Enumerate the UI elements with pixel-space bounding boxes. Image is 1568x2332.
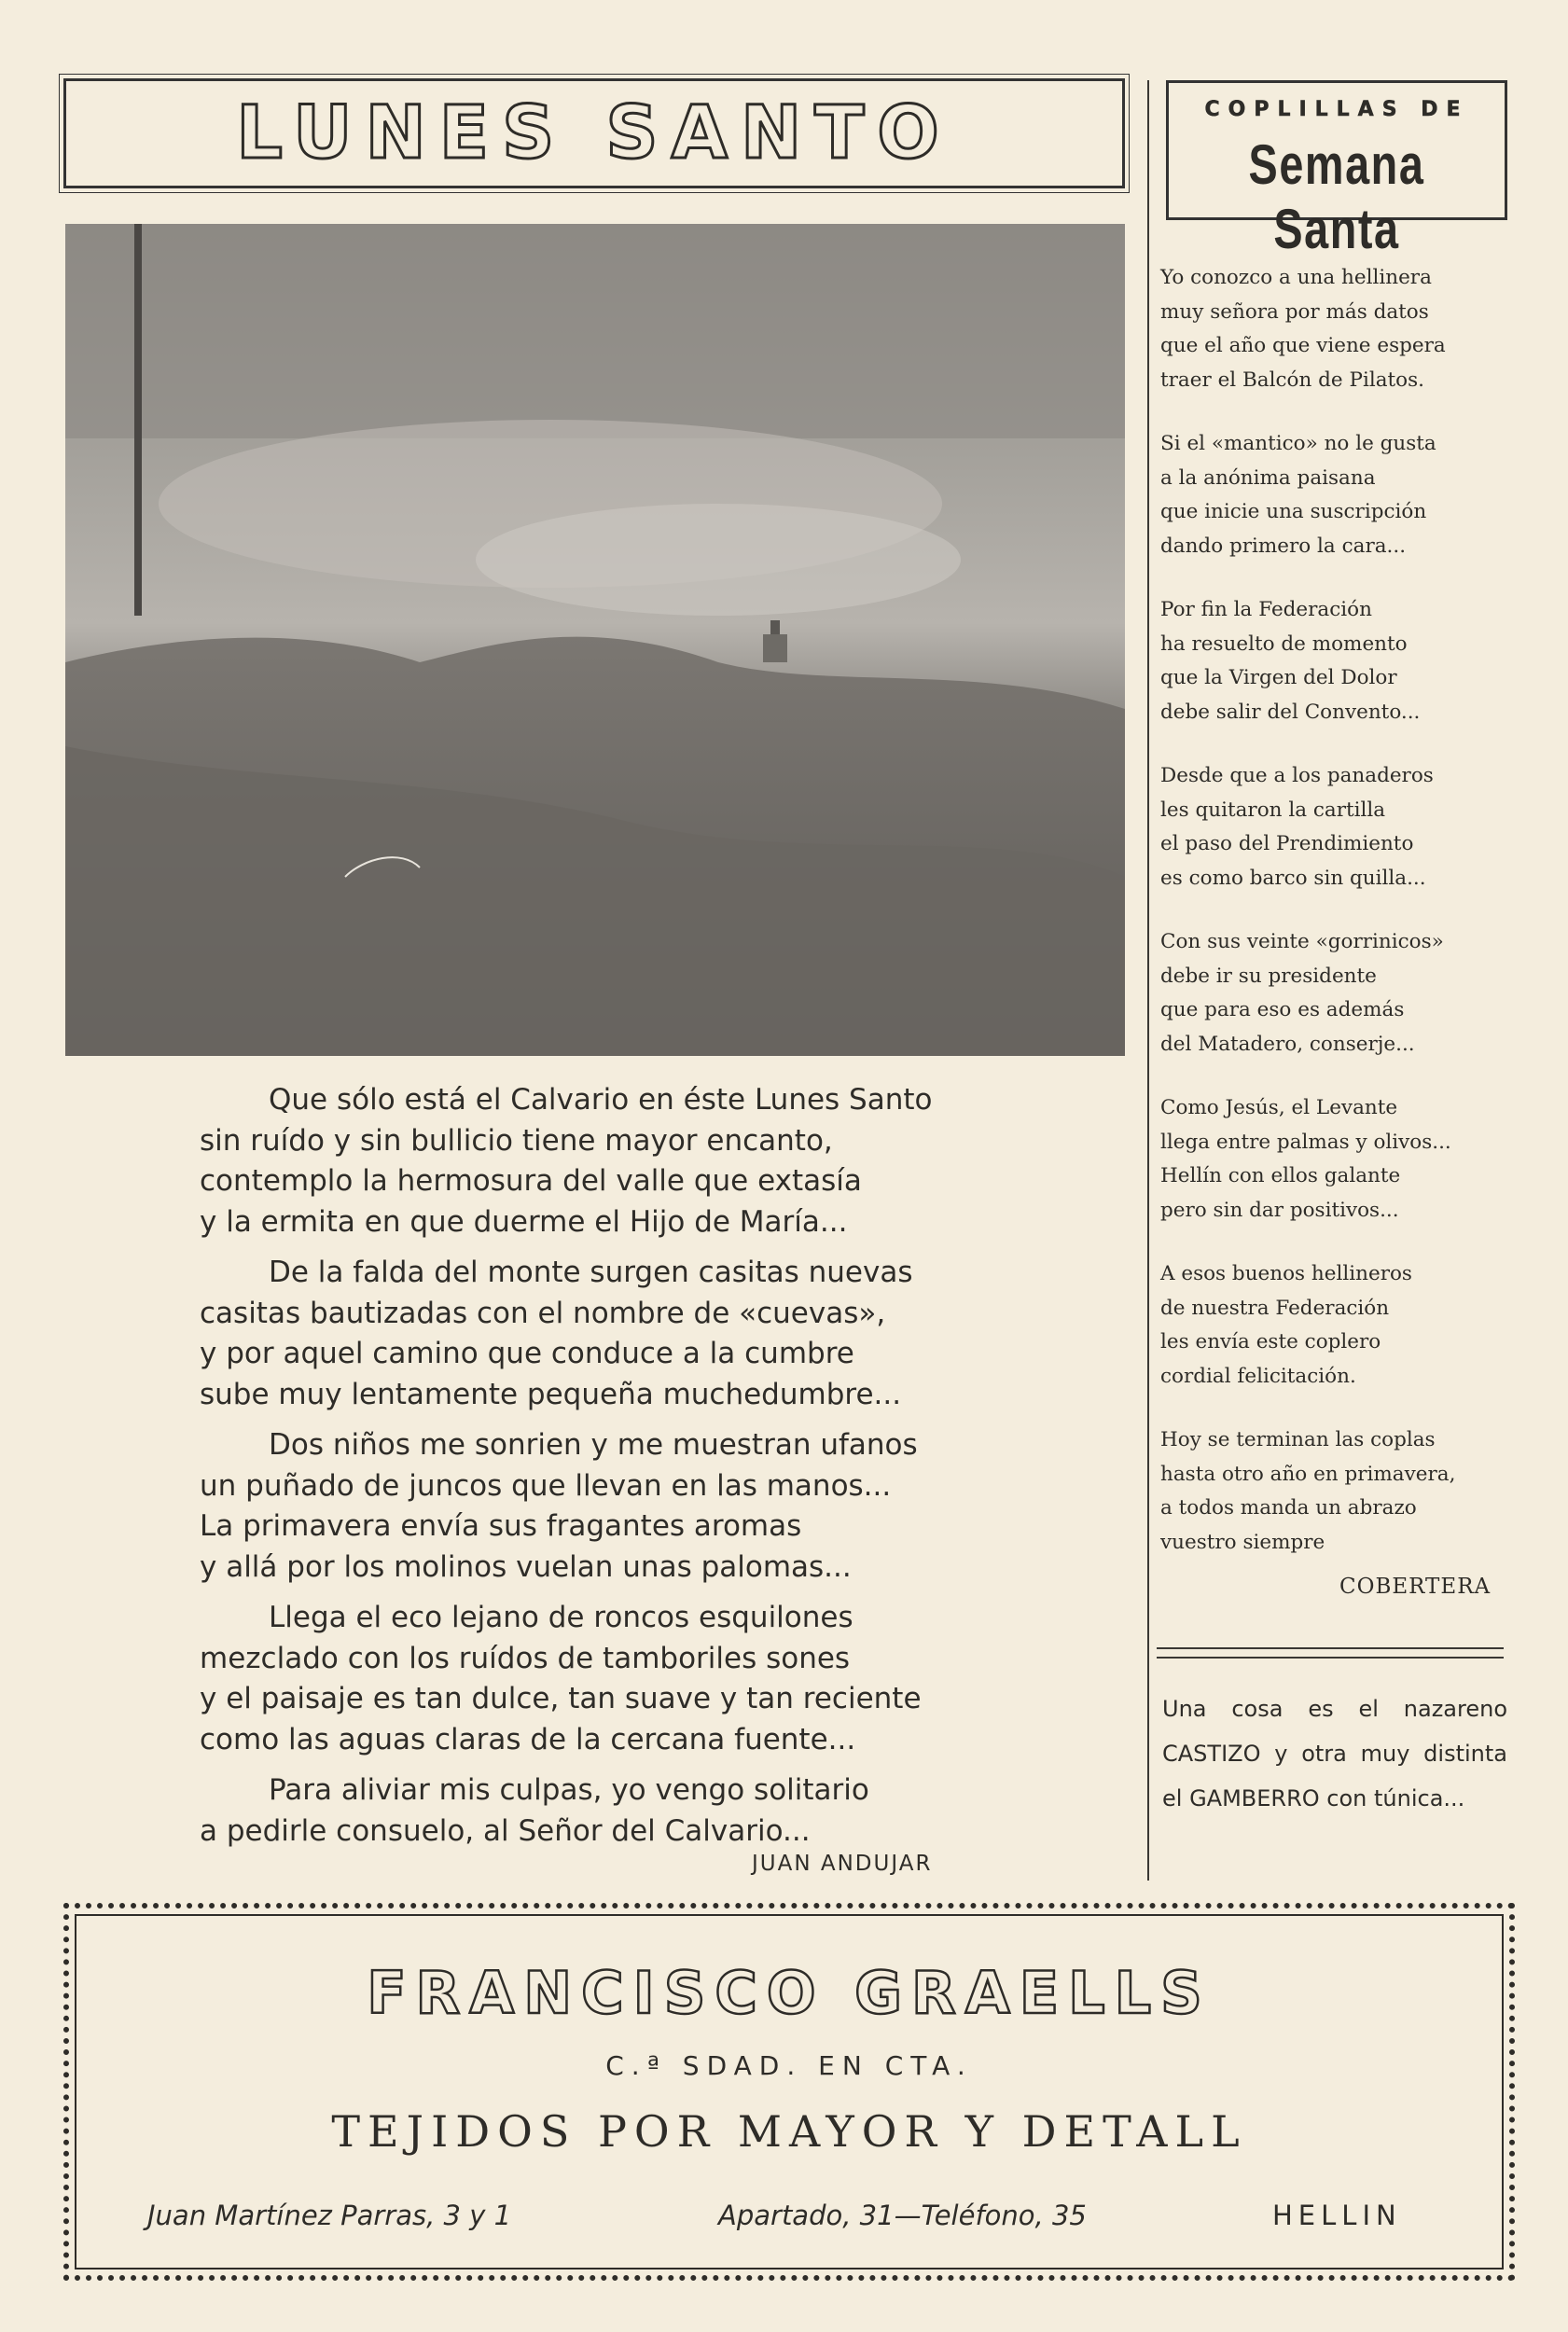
copla-line: vuestro siempre xyxy=(1160,1530,1325,1554)
copla-line: debe salir del Convento... xyxy=(1160,700,1421,724)
copla-line: cordial felicitación. xyxy=(1160,1364,1356,1388)
coplas-header xyxy=(1166,80,1507,260)
poem-stanza xyxy=(200,1598,1095,1760)
copla xyxy=(1160,925,1515,1062)
copla-line: les envía este coplero xyxy=(1160,1330,1381,1353)
copla xyxy=(1160,1091,1515,1228)
coplas-title: Semana Santa xyxy=(1248,133,1425,260)
copla xyxy=(1160,759,1515,895)
poem-author: JUAN ANDUJAR xyxy=(752,1852,933,1876)
copla-line: debe ir su presidente xyxy=(1160,964,1377,988)
poem-stanza xyxy=(200,1253,1095,1415)
poem-line: Llega el eco lejano de roncos esquilones xyxy=(269,1601,853,1634)
title-box xyxy=(63,78,1125,188)
coplas-column xyxy=(1160,261,1515,1589)
poem-line: y el paisaje es tan dulce, tan suave y tan reciente xyxy=(200,1682,922,1715)
poem-line: un puñado de juncos que llevan en las manos... xyxy=(200,1468,892,1503)
ad-company-name: FRANCISCO GRAELLS xyxy=(367,1959,1212,2027)
copla-line: que inicie una suscripción xyxy=(1160,500,1427,523)
landscape-photo xyxy=(65,224,1125,1056)
copla-line: traer el Balcón de Pilatos. xyxy=(1160,368,1424,392)
ad-city: HELLIN xyxy=(1272,2200,1402,2231)
divider xyxy=(1157,1657,1504,1659)
copla-line: Yo conozco a una hellinera xyxy=(1160,266,1432,289)
copla-line: ha resuelto de momento xyxy=(1160,632,1408,656)
copla-line: a la anónima paisana xyxy=(1160,465,1376,490)
copla-line: a todos manda un abrazo xyxy=(1160,1496,1417,1520)
advertisement xyxy=(63,1903,1515,2281)
coplas-author: COBERTERA xyxy=(1339,1575,1492,1599)
note-text: Una cosa es el nazareno CASTIZO y otra muy distinta el GAMBERRO con túnica... xyxy=(1162,1696,1507,1811)
poem-line: De la falda del monte surgen casitas nuevas xyxy=(269,1256,913,1289)
page-title: LUNES SANTO xyxy=(236,91,952,175)
poem-stanza xyxy=(200,1080,1095,1242)
poem-line: mezclado con los ruídos de tamboriles sones xyxy=(200,1641,851,1675)
copla-line: les quitaron la cartilla xyxy=(1160,798,1386,822)
poem-line: y la ermita en que duerme el Hijo de María... xyxy=(200,1204,848,1239)
poem-line: Para aliviar mis culpas, yo vengo solitario xyxy=(269,1773,869,1807)
copla-line: del Matadero, conserje... xyxy=(1160,1032,1415,1056)
copla-line: Desde que a los panaderos xyxy=(1160,764,1434,787)
poem-stanza xyxy=(200,1425,1095,1588)
poem-line: a pedirle consuelo, al Señor del Calvario... xyxy=(200,1813,811,1848)
ad-phone: Apartado, 31—Teléfono, 35 xyxy=(718,2200,1087,2231)
poem-line: casitas bautizadas con el nombre de «cuevas», xyxy=(200,1296,886,1330)
poem-line: y allá por los molinos vuelan unas palomas... xyxy=(200,1549,852,1584)
copla-line: es como barco sin quilla... xyxy=(1160,866,1426,890)
poem-line: sin ruído y sin bullicio tiene mayor encanto, xyxy=(200,1123,833,1158)
copla-line: Con sus veinte «gorrinicos» xyxy=(1160,930,1444,953)
copla-line: el paso del Prendimiento xyxy=(1160,832,1414,855)
coplas-overline: COPLILLAS DE xyxy=(1204,98,1469,121)
divider xyxy=(1157,1647,1504,1649)
copla-line: de nuestra Federación xyxy=(1160,1296,1390,1320)
copla xyxy=(1160,427,1515,563)
poem-line: y por aquel camino que conduce a la cumbre xyxy=(200,1337,854,1370)
copla-line: Hoy se terminan las coplas xyxy=(1160,1428,1436,1451)
poem-line: sube muy lentamente pequeña muchedumbre... xyxy=(200,1377,902,1411)
poem-line: contemplo la hermosura del valle que extasía xyxy=(200,1164,862,1198)
poem-line: Dos niños me sonrien y me muestran ufanos xyxy=(269,1428,918,1462)
copla-line: Como Jesús, el Levante xyxy=(1160,1096,1398,1119)
ad-company-type: C.ª SDAD. EN CTA. xyxy=(605,2050,973,2081)
copla-line: que para eso es además xyxy=(1160,998,1405,1021)
ad-address: Juan Martínez Parras, 3 y 1 xyxy=(147,2200,512,2231)
copla-line: Hellín con ellos galante xyxy=(1160,1164,1401,1187)
copla xyxy=(1160,261,1515,397)
copla xyxy=(1160,593,1515,729)
copla-line: Por fin la Federación xyxy=(1160,598,1372,621)
poem-line: Que sólo está el Calvario en éste Lunes Santo xyxy=(269,1083,933,1117)
ad-tagline: TEJIDOS POR MAYOR Y DETALL xyxy=(331,2106,1247,2157)
column-divider xyxy=(1147,80,1149,1881)
copla-line: A esos buenos hellineros xyxy=(1160,1262,1412,1285)
copla xyxy=(1160,1257,1515,1394)
copla-line: Si el «mantico» no le gusta xyxy=(1160,432,1436,455)
copla-line: pero sin dar positivos... xyxy=(1160,1198,1399,1222)
copla xyxy=(1160,1423,1515,1560)
poem-stanza xyxy=(200,1770,1095,1852)
poem-line: La primavera envía sus fragantes aromas xyxy=(200,1509,802,1543)
copla-line: que la Virgen del Dolor xyxy=(1160,666,1397,689)
poem xyxy=(200,1080,1095,1862)
copla-line: que el año que viene espera xyxy=(1160,334,1446,357)
copla-line: llega entre palmas y olivos... xyxy=(1160,1130,1451,1154)
calvario-landscape-icon xyxy=(65,224,1125,1056)
copla-line: dando primero la cara... xyxy=(1160,534,1407,558)
copla-line: muy señora por más datos xyxy=(1160,299,1429,324)
poem-line: como las aguas claras de la cercana fuente... xyxy=(200,1722,856,1756)
copla-line: hasta otro año en primavera, xyxy=(1160,1462,1456,1486)
